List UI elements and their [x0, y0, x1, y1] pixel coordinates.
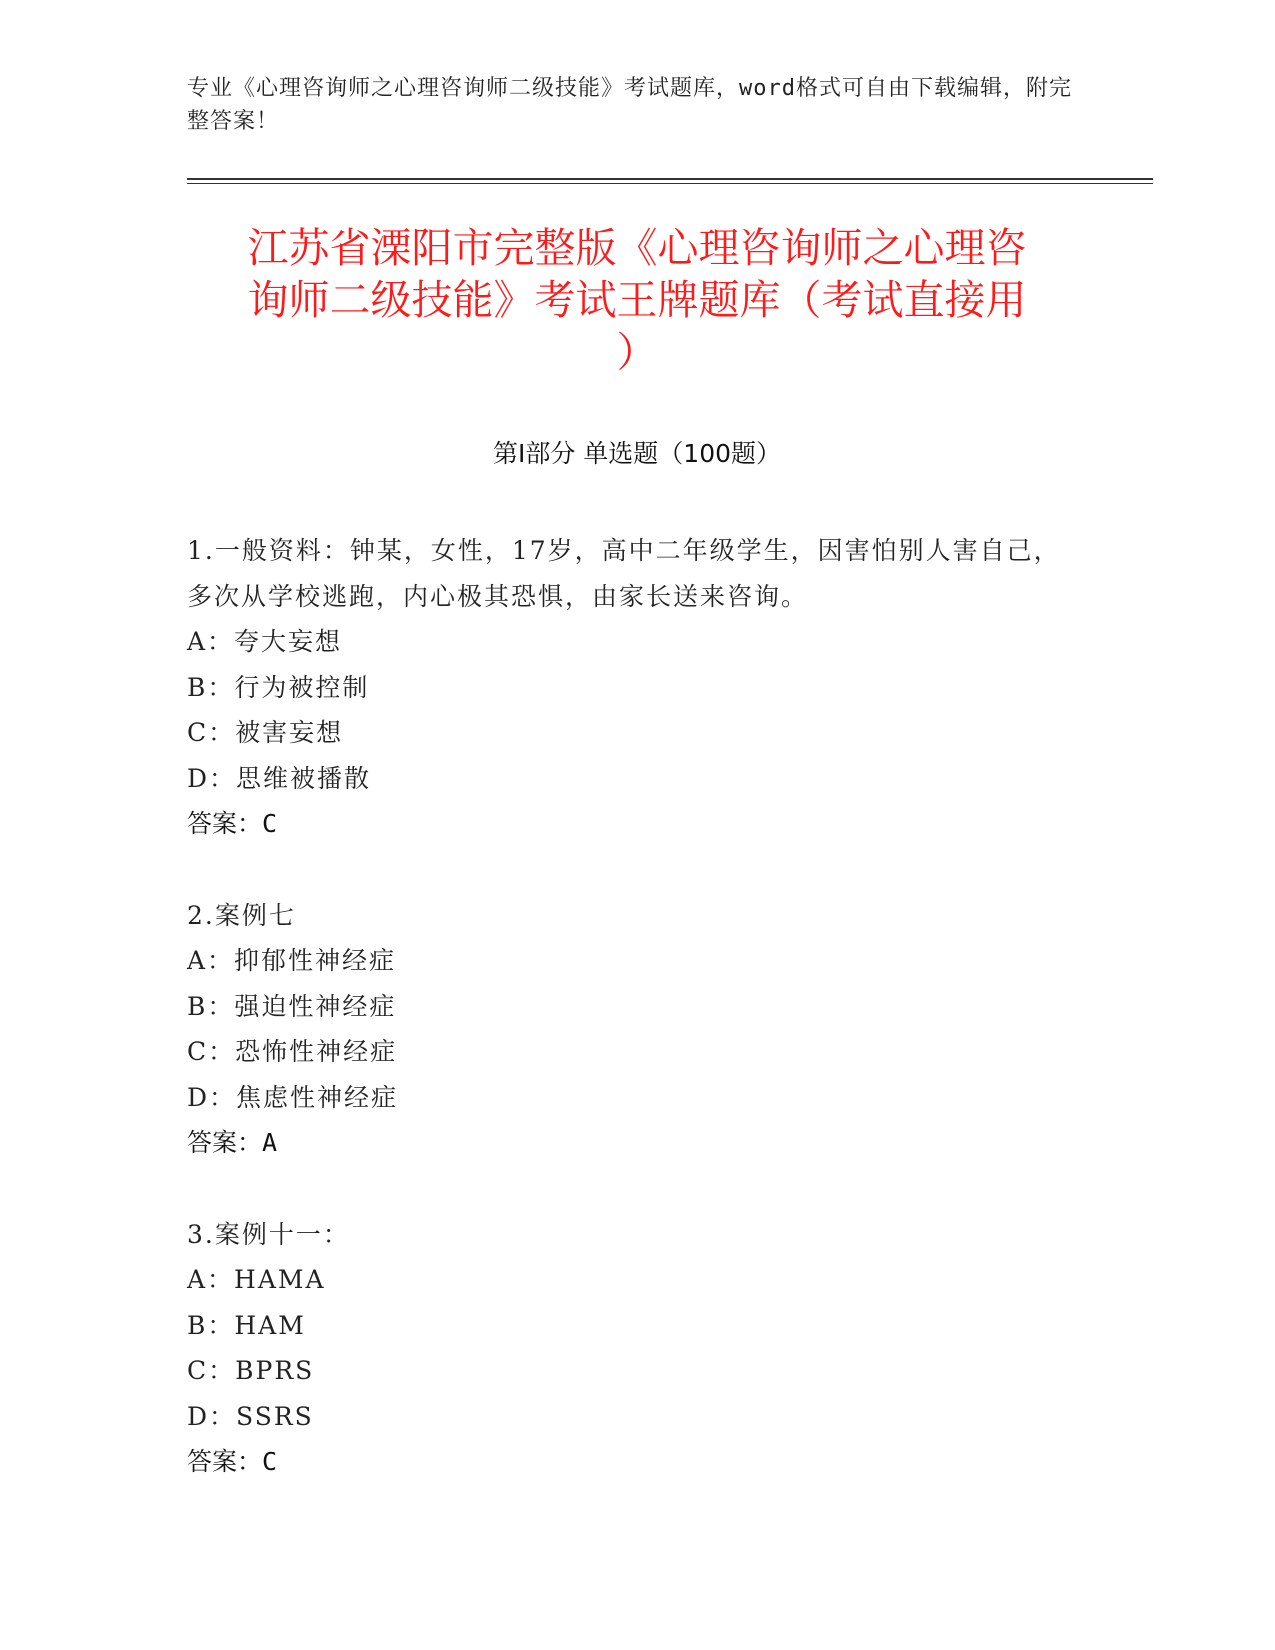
question-2: [187, 893, 1067, 1166]
option-b: B：行为被控制: [187, 672, 370, 702]
option-c: C：被害妄想: [187, 718, 344, 747]
answer-label: 答案：: [187, 809, 263, 838]
answer-label: 答案：: [187, 1128, 263, 1157]
question-stem: 2.案例七: [187, 900, 296, 930]
question-stem: 3.案例十一：: [187, 1219, 350, 1249]
option-b: B：强迫性神经症: [187, 991, 397, 1021]
option-a: A：夸大妄想: [187, 627, 343, 656]
answer-value: C: [262, 1447, 278, 1476]
option-c: C：BPRS: [187, 1356, 315, 1385]
section-title: 第Ⅰ部分 单选题（100题）: [492, 439, 782, 468]
option-a: A：抑郁性神经症: [187, 946, 397, 975]
option-d: D：SSRS: [187, 1401, 314, 1431]
document-title: [187, 222, 1087, 378]
answer-line: [187, 801, 1067, 847]
header-note: 专业《心理咨询师之心理咨询师二级技能》考试题库，word格式可自由下载编辑，附完整答案！: [187, 76, 1072, 134]
answer-line: [187, 1120, 1067, 1166]
question-stem: 1.一般资料：钟某，女性，17岁，高中二年级学生，因害怕别人害自己，多次从学校逃跑，内心极其恐惧，由家长送来咨询。: [187, 536, 1061, 611]
answer-value: C: [262, 809, 278, 838]
header-rule-thin: [187, 183, 1153, 184]
title-line: 江苏省溧阳市完整版《心理咨询师之心理咨: [247, 224, 1027, 272]
option-d: D：思维被播散: [187, 763, 372, 793]
answer-label: 答案：: [187, 1447, 263, 1476]
answer-value: A: [262, 1128, 278, 1157]
option-d: D：焦虑性神经症: [187, 1082, 399, 1112]
title-line: ）: [616, 328, 658, 376]
answer-line: [187, 1439, 1067, 1485]
option-b: B：HAM: [187, 1310, 306, 1340]
question-3: [187, 1212, 1067, 1485]
option-c: C：恐怖性神经症: [187, 1037, 398, 1066]
question-1: [187, 528, 1067, 847]
question-list: [187, 528, 1067, 1531]
title-line: 询师二级技能》考试王牌题库（考试直接用: [247, 276, 1027, 324]
option-a: A：HAMA: [187, 1265, 326, 1294]
header-rule-thick: [187, 178, 1153, 180]
